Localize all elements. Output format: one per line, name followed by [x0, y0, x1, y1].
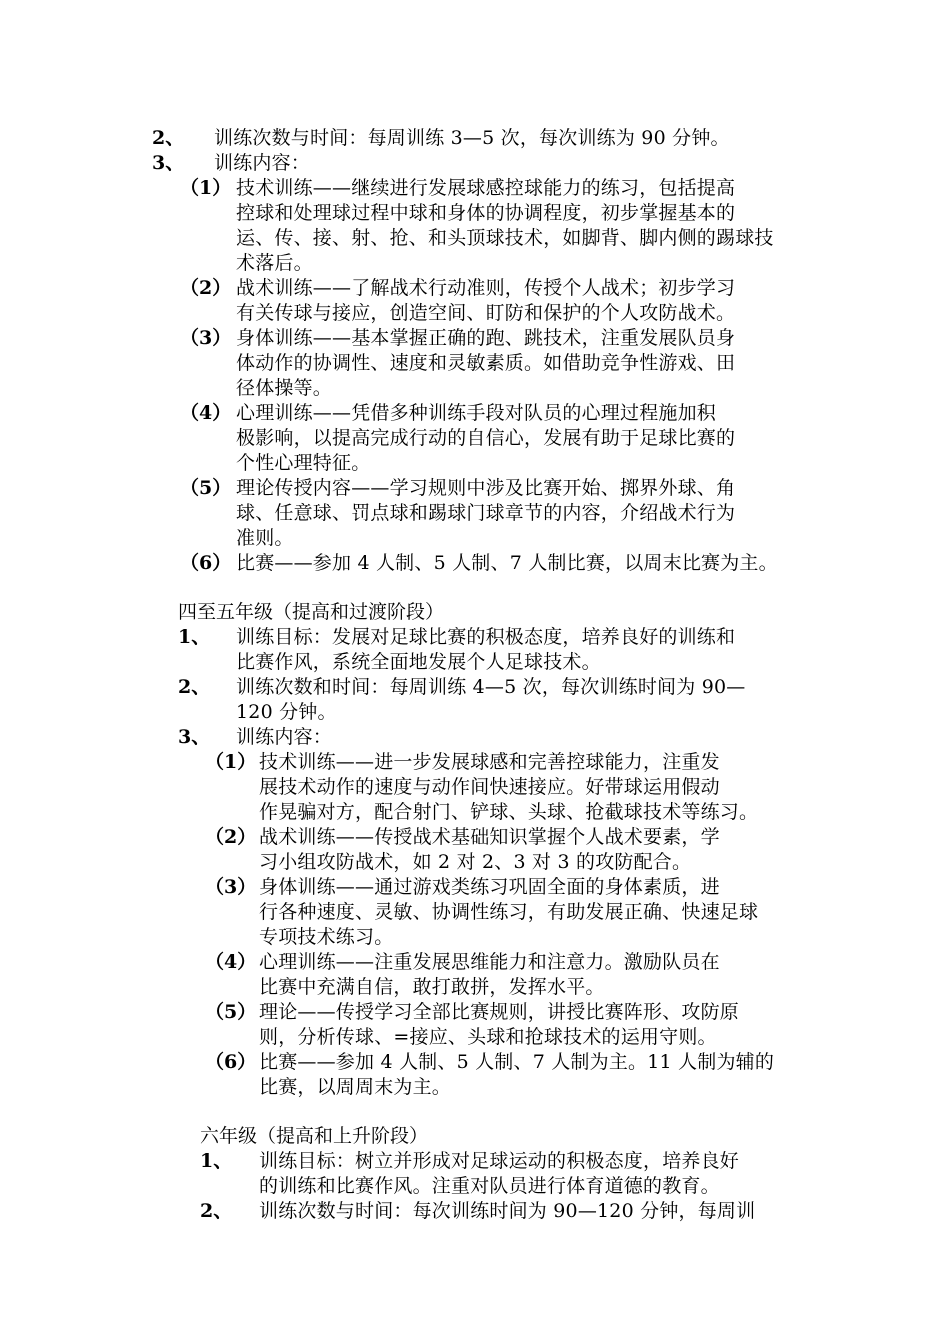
subitem-text: 比赛，以周周末为主。 — [259, 1076, 452, 1098]
item-number: 1、 — [178, 626, 211, 648]
item-number: 3、 — [152, 152, 185, 174]
subitem-number: （5） — [180, 477, 232, 499]
subitem-text: 习小组攻防战术，如 2 对 2、3 对 3 的攻防配合。 — [259, 851, 692, 873]
subitem-text: 个性心理特征。 — [236, 452, 371, 474]
subitem-text: 极影响，以提高完成行动的自信心，发展有助于足球比赛的 — [236, 427, 736, 449]
subitem-text: 体动作的协调性、速度和灵敏素质。如借助竞争性游戏、田 — [236, 352, 736, 374]
subitem-text: 身体训练——基本掌握正确的跑、跳技术，注重发展队员身 — [236, 327, 736, 349]
item-number: 2、 — [178, 676, 211, 698]
section-heading: 六年级（提高和上升阶段） — [200, 1125, 429, 1147]
subitem-text: 运、传、接、射、抢、和头顶球技术，如脚背、脚内侧的踢球技 — [236, 227, 774, 249]
item-number: 2、 — [200, 1200, 233, 1222]
subitem-number: （2） — [180, 277, 232, 299]
subitem-number: （5） — [205, 1001, 257, 1023]
subitem-text: 心理训练——凭借多种训练手段对队员的心理过程施加积 — [236, 402, 717, 424]
subitem-text: 理论——传授学习全部比赛规则，讲授比赛阵形、攻防原 — [259, 1001, 740, 1023]
subitem-number: （4） — [180, 402, 232, 424]
item-number: 3、 — [178, 726, 211, 748]
subitem-text: 理论传授内容——学习规则中涉及比赛开始、掷界外球、角 — [236, 477, 736, 499]
subitem-text: 比赛中充满自信，敢打敢拼，发挥水平。 — [259, 976, 605, 998]
subitem-text: 战术训练——了解战术行动准则，传授个人战术；初步学习 — [236, 277, 736, 299]
item-text: 训练次数与时间：每周训练 3—5 次，每次训练为 90 分钟。 — [214, 127, 730, 149]
subitem-text: 准则。 — [236, 527, 294, 549]
subitem-number: （1） — [180, 177, 232, 199]
subitem-text: 术落后。 — [236, 252, 313, 274]
item-text: 120 分钟。 — [236, 701, 337, 723]
subitem-text: 展技术动作的速度与动作间快速接应。好带球运用假动 — [259, 776, 720, 798]
item-text: 训练内容： — [236, 726, 333, 748]
subitem-text: 径体操等。 — [236, 377, 333, 399]
subitem-text: 则，分析传球、=接应、头球和抢球技术的运用守则。 — [259, 1026, 717, 1048]
subitem-number: （2） — [205, 826, 257, 848]
subitem-text: 作晃骗对方，配合射门、铲球、头球、抢截球技术等练习。 — [259, 801, 759, 823]
subitem-text: 身体训练——通过游戏类练习巩固全面的身体素质，进 — [259, 876, 720, 898]
subitem-text: 控球和处理球过程中球和身体的协调程度，初步掌握基本的 — [236, 202, 736, 224]
item-text: 训练内容： — [214, 152, 311, 174]
item-text: 训练次数与时间：每次训练时间为 90—120 分钟，每周训 — [259, 1200, 756, 1222]
subitem-number: （6） — [180, 552, 232, 574]
subitem-text: 比赛——参加 4 人制、5 人制、7 人制为主。11 人制为辅的 — [259, 1051, 775, 1073]
subitem-text: 行各种速度、灵敏、协调性练习，有助发展正确、快速足球 — [259, 901, 759, 923]
subitem-number: （1） — [205, 751, 257, 773]
subitem-number: （6） — [205, 1051, 257, 1073]
item-number: 1、 — [200, 1150, 233, 1172]
section-heading: 四至五年级（提高和过渡阶段） — [178, 601, 445, 623]
subitem-text: 心理训练——注重发展思维能力和注意力。激励队员在 — [259, 951, 720, 973]
item-text: 比赛作风，系统全面地发展个人足球技术。 — [236, 651, 601, 673]
item-text: 训练次数和时间：每周训练 4—5 次，每次训练时间为 90— — [236, 676, 746, 698]
subitem-number: （3） — [205, 876, 257, 898]
subitem-text: 比赛——参加 4 人制、5 人制、7 人制比赛，以周末比赛为主。 — [236, 552, 778, 574]
subitem-text: 专项技术练习。 — [259, 926, 394, 948]
subitem-text: 战术训练——传授战术基础知识掌握个人战术要素，学 — [259, 826, 720, 848]
subitem-number: （4） — [205, 951, 257, 973]
item-number: 2、 — [152, 127, 185, 149]
subitem-number: （3） — [180, 327, 232, 349]
item-text: 训练目标：发展对足球比赛的积极态度，培养良好的训练和 — [236, 626, 736, 648]
subitem-text: 技术训练——继续进行发展球感控球能力的练习，包括提高 — [236, 177, 736, 199]
item-text: 的训练和比赛作风。注重对队员进行体育道德的教育。 — [259, 1175, 720, 1197]
subitem-text: 技术训练——进一步发展球感和完善控球能力，注重发 — [259, 751, 720, 773]
item-text: 训练目标：树立并形成对足球运动的积极态度，培养良好 — [259, 1150, 740, 1172]
subitem-text: 有关传球与接应，创造空间、盯防和保护的个人攻防战术。 — [236, 302, 736, 324]
subitem-text: 球、任意球、罚点球和踢球门球章节的内容，介绍战术行为 — [236, 502, 736, 524]
